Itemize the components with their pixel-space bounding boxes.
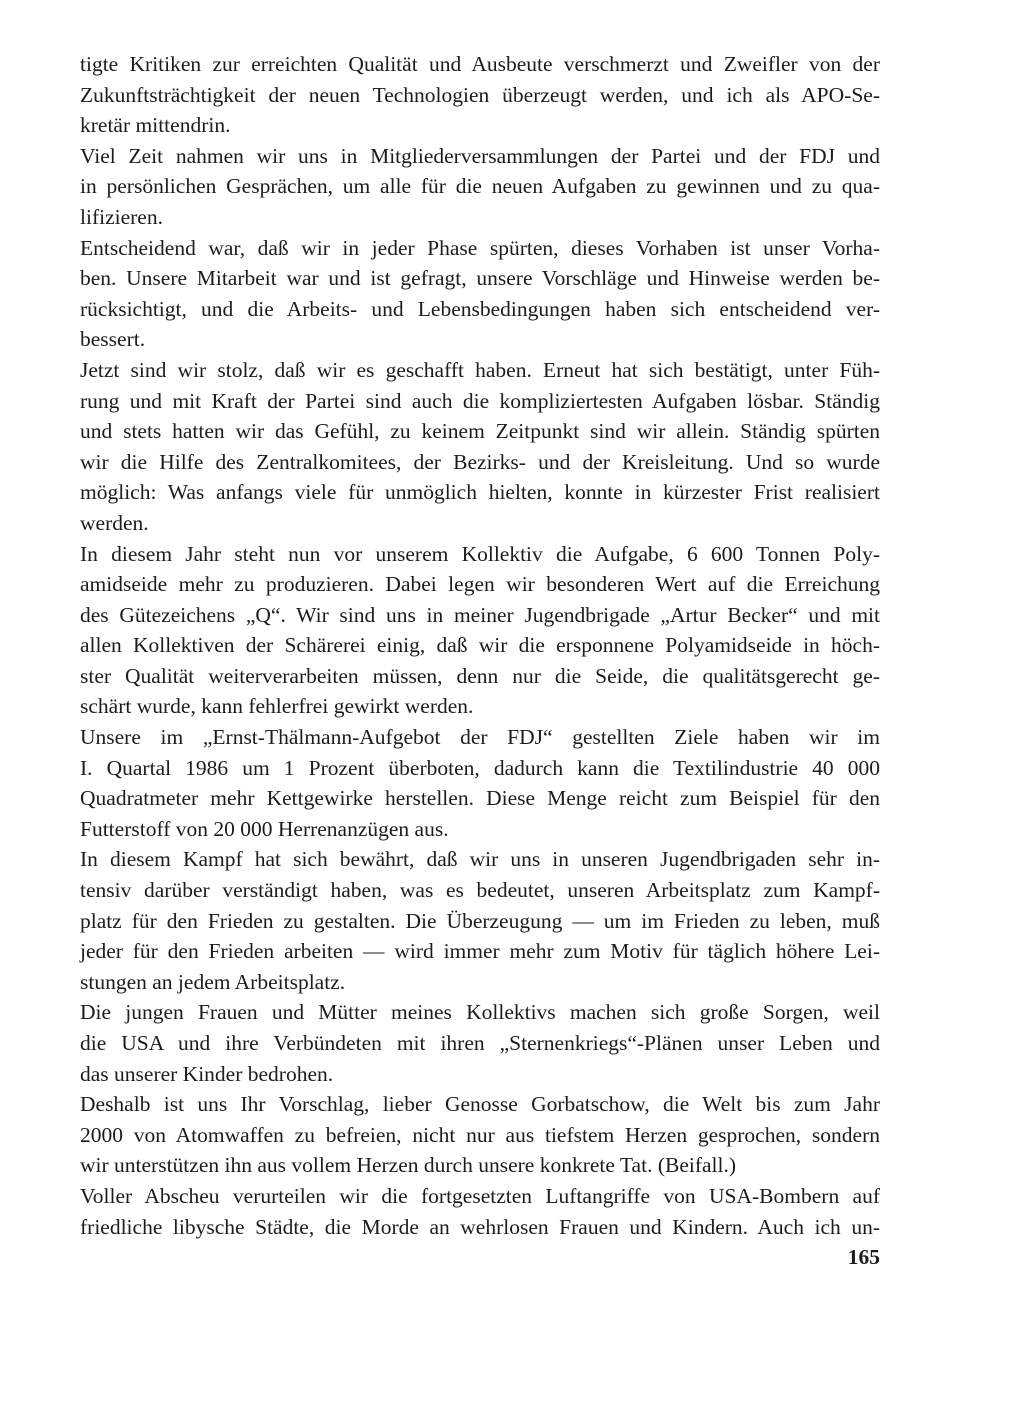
paragraph <box>80 1089 880 1181</box>
text-line: Unsere im „Ernst-Thälmann-Aufgebot der FDJ“ gestellten Ziele haben wir im <box>80 725 880 750</box>
text-line: kretär mittendrin. <box>80 113 231 138</box>
text-line: des Gütezeichens „Q“. Wir sind uns in meiner Jugendbrigade „Artur Becker“ und mit <box>80 602 880 627</box>
text-line: bessert. <box>80 327 146 352</box>
paragraph <box>80 141 880 233</box>
paragraph <box>80 233 880 355</box>
text-line: Entscheidend war, daß wir in jeder Phase spürten, dieses Vorhaben ist unser Vorha- <box>80 235 880 260</box>
text-line: in persönlichen Gesprächen, um alle für die neuen Aufgaben zu gewinnen und zu qua- <box>80 174 880 199</box>
text-line: Voller Abscheu verurteilen wir die fortgesetzten Luftangriffe von USA-Bombern auf <box>80 1183 880 1208</box>
text-line: amidseide mehr zu produzieren. Dabei legen wir besonderen Wert auf die Erreichung <box>80 572 880 597</box>
text-line: 2000 von Atomwaffen zu befreien, nicht nur aus tiefstem Herzen gesprochen, sondern <box>80 1122 880 1147</box>
text-line: lifizieren. <box>80 204 163 229</box>
paragraph <box>80 844 880 997</box>
text-line: In diesem Jahr steht nun vor unserem Kollektiv die Aufgabe, 6 600 Tonnen Poly- <box>80 541 880 566</box>
text-line: In diesem Kampf hat sich bewährt, daß wir uns in unseren Jugendbrigaden sehr in- <box>80 847 880 872</box>
paragraph <box>80 997 880 1089</box>
text-line: rung und mit Kraft der Partei sind auch die kompliziertesten Aufgaben lösbar. Ständig <box>80 388 880 413</box>
text-line: Viel Zeit nahmen wir uns in Mitgliederversammlungen der Partei und der FDJ und <box>80 143 880 168</box>
text-line: die USA und ihre Verbündeten mit ihren „Sternenkriegs“-Plänen unser Leben und <box>80 1031 880 1055</box>
text-line: Die jungen Frauen und Mütter meines Kollektivs machen sich große Sorgen, weil <box>80 1000 880 1025</box>
paragraph <box>80 722 880 844</box>
text-line: wir die Hilfe des Zentralkomitees, der Bezirks- und der Kreisleitung. Und so wurde <box>80 449 880 474</box>
text-line: platz für den Frieden zu gestalten. Die Überzeugung — um im Frieden zu leben, muß <box>80 908 880 933</box>
text-line: und stets hatten wir das Gefühl, zu keinem Zeitpunkt sind wir allein. Ständig spürten <box>80 419 880 444</box>
text-line: I. Quartal 1986 um 1 Prozent überboten, dadurch kann die Textilindustrie 40 000 <box>80 755 880 780</box>
text-line: wir unterstützen ihn aus vollem Herzen durch unsere konkrete Tat. (Beifall.) <box>80 1153 737 1178</box>
text-line: das unserer Kinder bedrohen. <box>80 1061 334 1086</box>
paragraph <box>80 1181 880 1242</box>
body-text <box>80 49 880 1242</box>
text-line: Quadratmeter mehr Kettgewirke herstellen. Diese Menge reicht zum Beispiel für den <box>80 786 880 811</box>
text-line: möglich: Was anfangs viele für unmöglich hielten, konnte in kürzester Frist realisiert <box>80 480 880 505</box>
paragraph <box>80 539 880 723</box>
text-line: friedliche libysche Städte, die Morde an wehrlosen Frauen und Kindern. Auch ich un- <box>80 1214 880 1239</box>
text-line: stungen an jedem Arbeitsplatz. <box>80 969 346 994</box>
text-line: rücksichtigt, und die Arbeits- und Lebensbedingungen haben sich entscheidend ver- <box>80 296 880 321</box>
text-line: Deshalb ist uns Ihr Vorschlag, lieber Genosse Gorbatschow, die Welt bis zum Jahr <box>80 1092 880 1117</box>
text-line: Jetzt sind wir stolz, daß wir es geschafft haben. Erneut hat sich bestätigt, unter Füh- <box>80 357 880 382</box>
text-line: schärt wurde, kann fehlerfrei gewirkt werden. <box>80 694 474 719</box>
text-line: tigte Kritiken zur erreichten Qualität und Ausbeute verschmerzt und Zweifler von der <box>80 52 880 76</box>
paragraph <box>80 49 880 141</box>
paragraph <box>80 355 880 539</box>
text-line: ster Qualität weiterverarbeiten müssen, denn nur die Seide, die qualitätsgerecht ge- <box>80 663 880 688</box>
page-number: 165 <box>847 1245 880 1269</box>
text-line: werden. <box>80 510 149 535</box>
text-line: tensiv darüber verständigt haben, was es bedeutet, unseren Arbeitsplatz zum Kampf- <box>80 878 880 903</box>
text-line: ben. Unsere Mitarbeit war und ist gefragt, unsere Vorschläge und Hinweise werden be- <box>80 266 880 291</box>
text-line: Zukunftsträchtigkeit der neuen Technologien überzeugt werden, und ich als APO-Se- <box>80 82 880 107</box>
text-line: allen Kollektiven der Schärerei einig, daß wir die ersponnene Polyamidseide in höch- <box>80 633 880 658</box>
text-line: jeder für den Frieden arbeiten — wird immer mehr zum Motiv für täglich höhere Lei- <box>80 939 880 964</box>
text-line: Futterstoff von 20 000 Herrenanzügen aus. <box>80 816 449 841</box>
